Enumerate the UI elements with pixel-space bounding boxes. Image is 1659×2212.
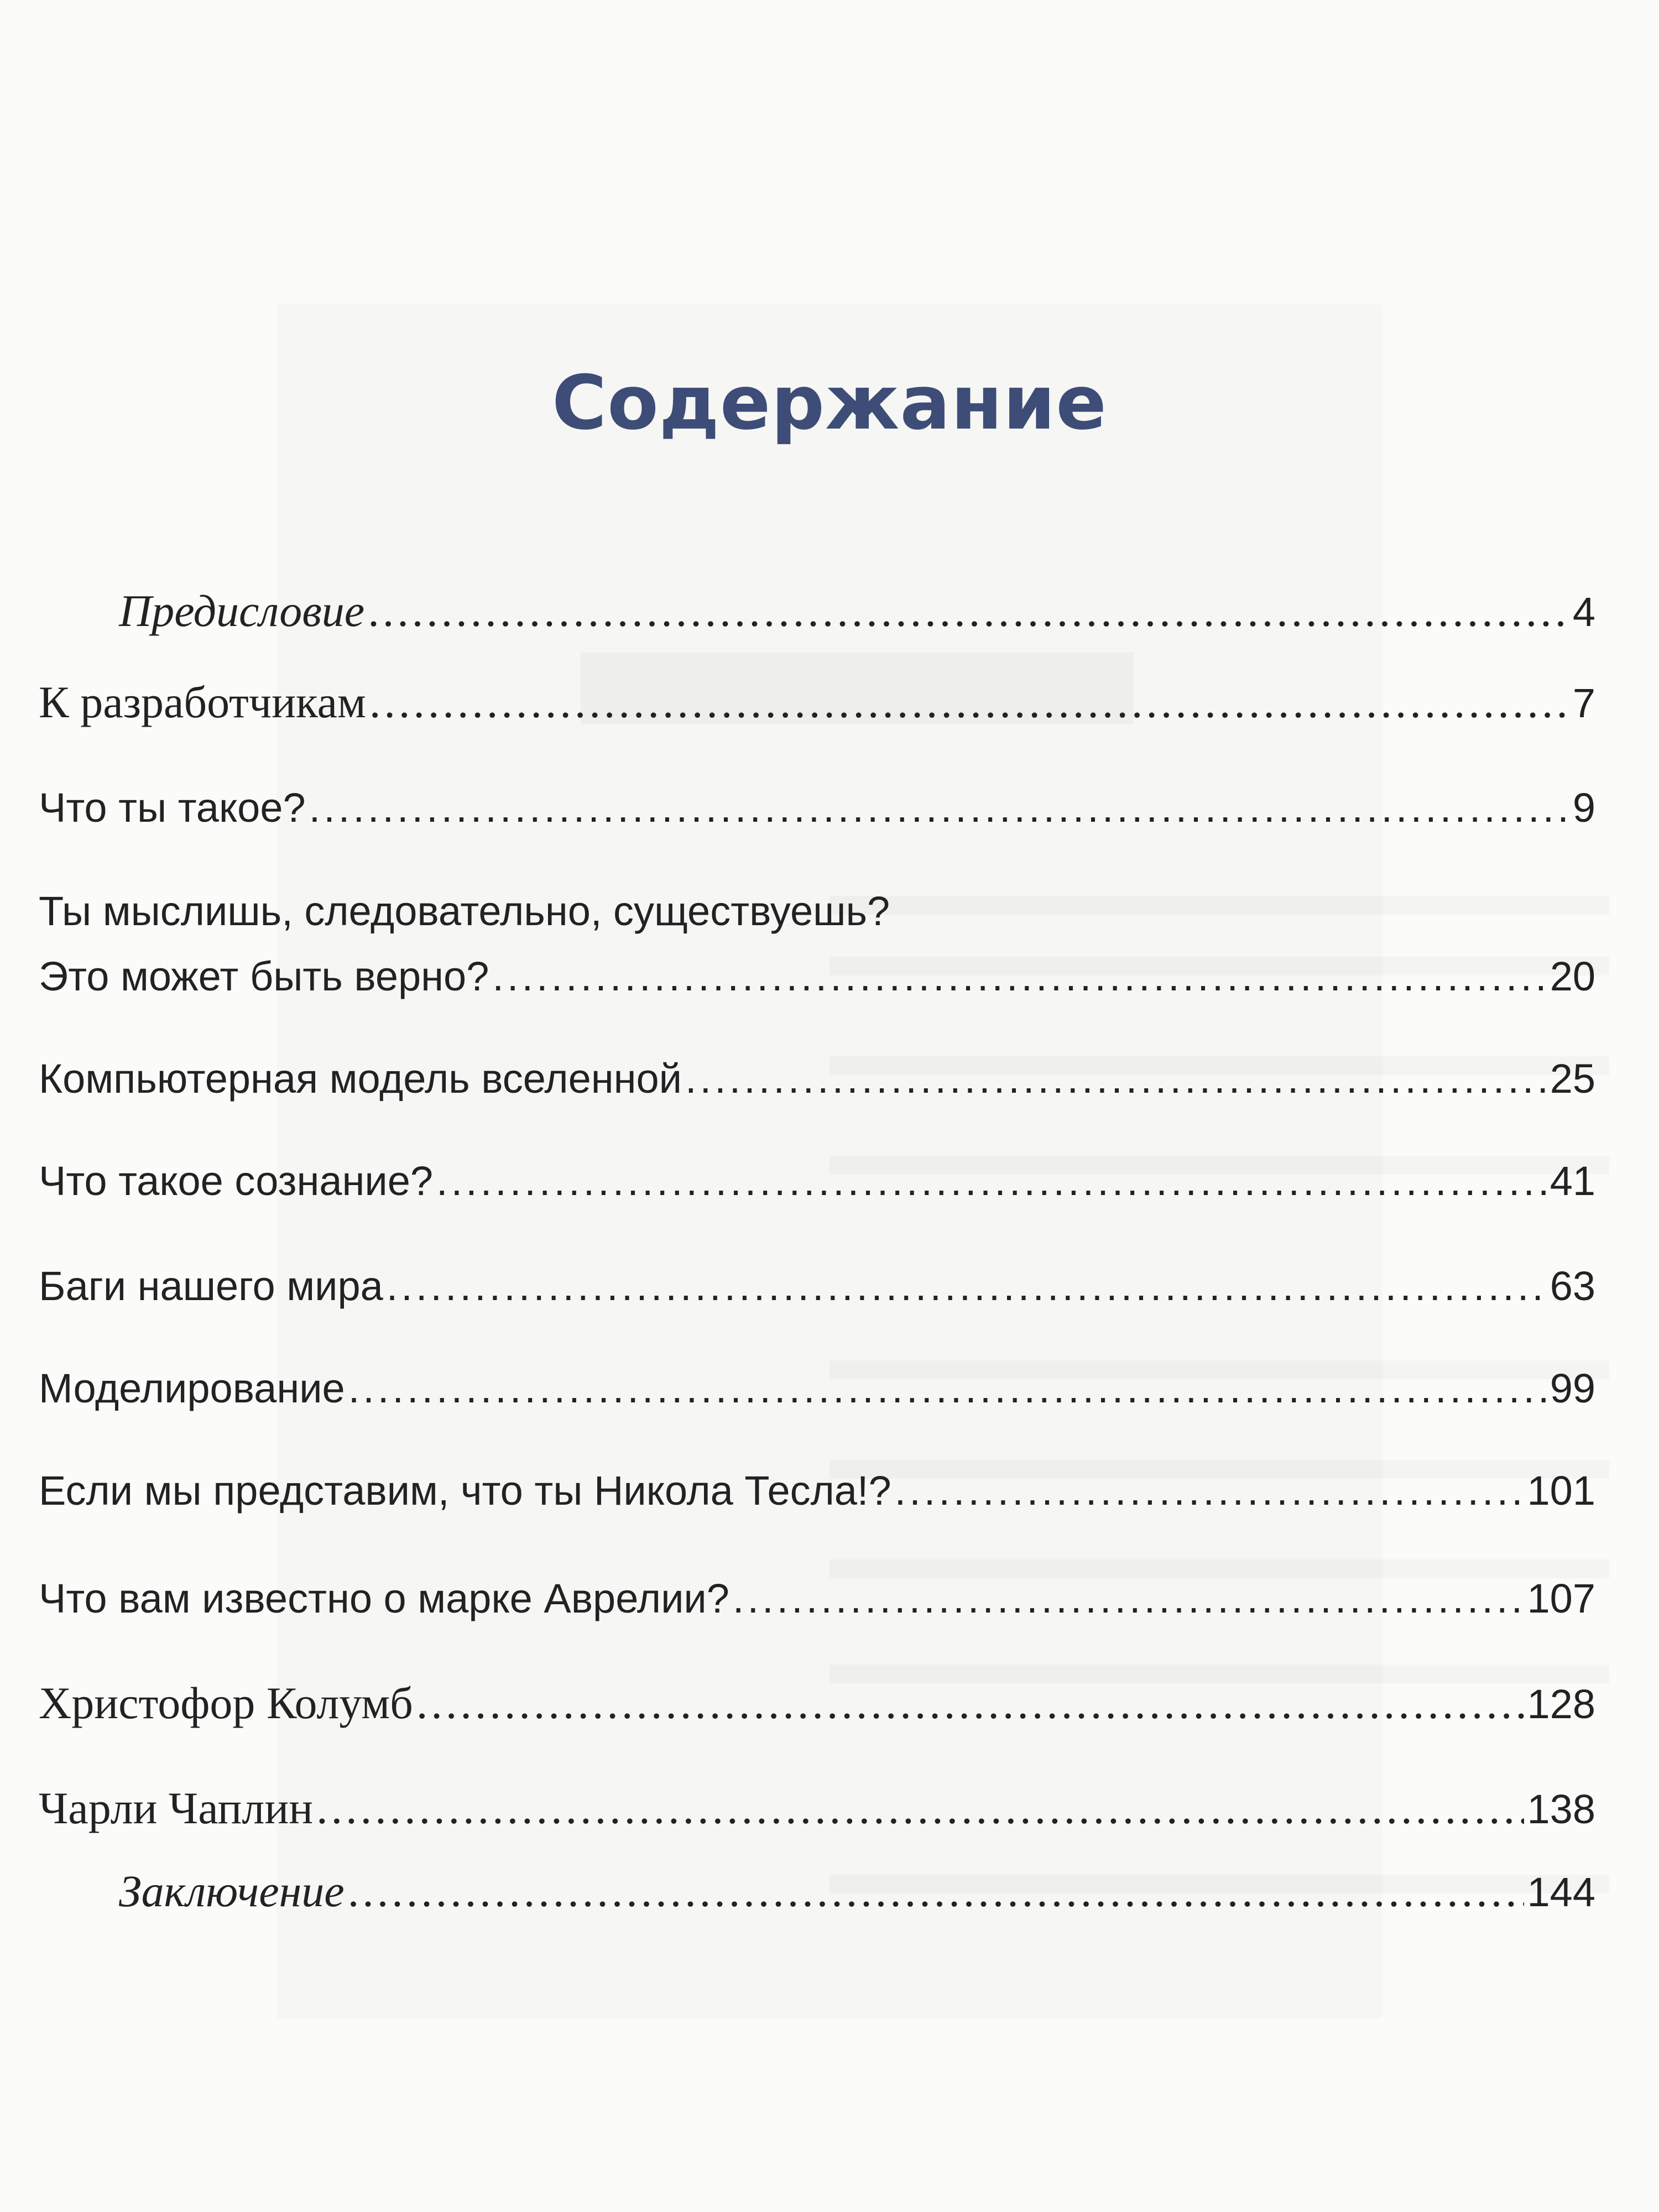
page-title: Содержание [552, 359, 1107, 447]
toc-entry[interactable] [39, 1576, 1595, 1621]
toc-entry[interactable] [39, 1159, 1595, 1203]
toc-entry-title: Что такое сознание? [39, 1158, 434, 1204]
toc-entry-title: Моделирование [39, 1365, 345, 1411]
dot-leader [368, 586, 1569, 636]
toc-entry-title: Баги нашего мира [39, 1263, 383, 1309]
toc-entry-title: Это может быть верно? [39, 953, 489, 999]
toc-entry-page: 20 [1550, 953, 1595, 999]
dot-leader [492, 954, 1546, 999]
toc-entry-page: 41 [1550, 1158, 1595, 1204]
toc-entry-page: 107 [1527, 1575, 1595, 1621]
toc-entry[interactable] [39, 1366, 1595, 1411]
toc-entry-page: 138 [1527, 1786, 1595, 1832]
dot-leader [309, 785, 1569, 830]
toc-entry[interactable] [119, 1866, 1595, 1916]
toc-entry-page: 144 [1527, 1869, 1595, 1915]
toc-entry[interactable] [39, 1264, 1595, 1308]
show-through-line [830, 1559, 1609, 1578]
dot-leader [369, 677, 1569, 727]
dot-leader [436, 1159, 1547, 1203]
toc-entry-title: Компьютерная модель вселенной [39, 1056, 682, 1102]
dot-leader [416, 1678, 1524, 1728]
toc-entry-title: Христофор Колумб [39, 1678, 413, 1728]
toc-entry-page: 63 [1550, 1263, 1595, 1309]
toc-entry-title: Заключение [119, 1866, 345, 1916]
toc-entry-title: Что вам известно о марке Аврелии? [39, 1575, 729, 1621]
toc-entry[interactable] [39, 954, 1595, 999]
toc-entry-page: 99 [1550, 1365, 1595, 1411]
toc-entry-title-first-line[interactable]: Ты мыслишь, следовательно, существуешь? [39, 888, 890, 934]
toc-entry[interactable] [39, 1783, 1595, 1833]
toc-entry-title: Чарли Чаплин [39, 1783, 314, 1833]
toc-entry-page: 9 [1572, 785, 1595, 831]
dot-leader [348, 1366, 1547, 1411]
dot-leader [348, 1866, 1524, 1916]
toc-entry-page: 128 [1527, 1681, 1595, 1727]
dot-leader [895, 1468, 1524, 1513]
dot-leader [387, 1264, 1547, 1308]
toc-entry[interactable] [39, 1056, 1595, 1101]
toc-entry-page: 4 [1572, 589, 1595, 635]
toc-entry-title: Предисловие [119, 586, 365, 636]
toc-entry[interactable] [39, 785, 1595, 830]
dot-leader [685, 1056, 1547, 1101]
toc-entry-title: Если мы представим, что ты Никола Тесла!? [39, 1468, 891, 1514]
toc-entry[interactable] [119, 586, 1595, 636]
toc-entry[interactable] [39, 677, 1595, 727]
toc-entry[interactable] [39, 1678, 1595, 1728]
toc-entry-page: 101 [1527, 1468, 1595, 1514]
toc-entry-title: Что ты такое? [39, 785, 306, 831]
dot-leader [733, 1576, 1524, 1621]
toc-entry-page: 7 [1572, 680, 1595, 726]
show-through-line [830, 896, 1609, 915]
toc-entry[interactable] [39, 1468, 1595, 1513]
dot-leader [316, 1783, 1524, 1833]
toc-entry-page: 25 [1550, 1056, 1595, 1102]
toc-entry-title: К разработчикам [39, 677, 366, 727]
